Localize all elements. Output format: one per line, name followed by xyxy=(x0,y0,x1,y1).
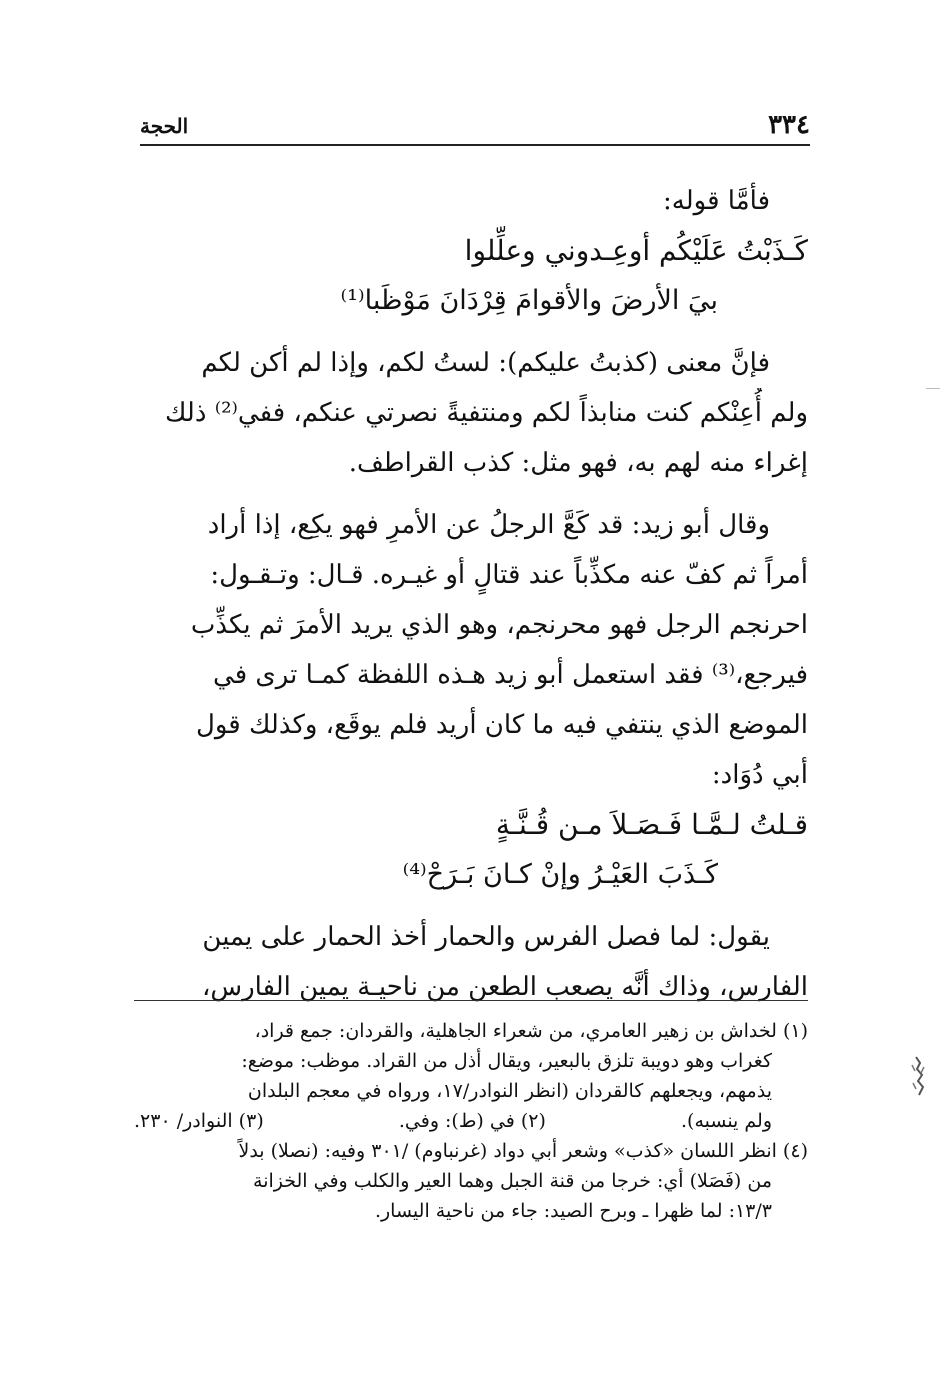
footnote-1-line: (١) لخداش بن زهير العامري، من شعراء الجاهلية، والقردان: جمع قراد، xyxy=(254,1020,808,1042)
verse-2-second-hemistich: كَـذَبَ العَيْـرُ وإنْ كـانَ بَـرَحْ⁽⁴⁾ xyxy=(402,859,718,890)
verse-2-first-hemistich: قـلتُ لـمَّـا فَـصَـلاَ مـن قُـنَّـةٍ xyxy=(495,808,808,841)
footnote-4-line: (٤) انظر اللسان «كذب» وشعر أبي دواد (غرنباوم) /٣٠١ وفيه: (نصلا) بدلاً xyxy=(238,1140,808,1162)
paragraph-line: الموضع الذي ينتفي فيه ما كان أريد فلم يوقَع، وكذلك قول xyxy=(195,710,808,740)
paragraph-line: وقال أبو زيد: قد كَعَّ الرجلُ عن الأمرِ فهو يكِع، إذا أراد xyxy=(207,510,770,540)
footnote-4-line: من (فَصَلا) أي: خرجا من قنة الجبل وهما العير والكلب وفي الخزانة xyxy=(253,1170,772,1192)
main-text xyxy=(134,176,808,1012)
footnote-3: (٣) النوادر/ ٢٣٠. xyxy=(134,1110,264,1132)
page-number: ٣٣٤ xyxy=(768,110,810,140)
paragraph-2 xyxy=(134,500,808,800)
footnote-4-line: ١٣/٣: لما ظهرا ـ وبرح الصيد: جاء من ناحية اليسار. xyxy=(374,1200,772,1222)
footnote-2: (٢) في (ط): وفي. xyxy=(398,1110,546,1132)
footnotes xyxy=(134,1016,808,1226)
intro-line: فأمَّا قوله: xyxy=(663,186,770,216)
footnote-1-tail: ولم ينسبه). xyxy=(681,1110,772,1132)
paragraph-line: الفارس، وذاك أنَّه يصعب الطعن من ناحيـة يمين الفارس، xyxy=(201,972,808,1002)
paragraph-line: يقول: لما فصل الفرس والحمار أخذ الحمار على يمين xyxy=(202,922,770,952)
paragraph-line: فيرجع،⁽³⁾ فقد استعمل أبو زيد هـذه اللفظة كمـا ترى في xyxy=(213,660,808,690)
paragraph-line: إغراء منه لهم به، فهو مثل: كذب القراطف. xyxy=(348,448,808,478)
footnote-divider xyxy=(134,1000,808,1001)
paragraph-line: أمراً ثم كفّ عنه مكذِّباً عند قتالٍ أو غيـره. قـال: وتـقـول: xyxy=(210,560,808,590)
edge-mark xyxy=(926,388,940,389)
running-head: الحجة xyxy=(140,114,189,138)
paragraph-3 xyxy=(134,912,808,1012)
paragraph-line: ولم أُعِنْكم كنت منابذاً لكم ومنتفيةً نصرتي عنكم، ففي⁽²⁾ ذلك xyxy=(165,398,808,428)
margin-scan-mark-icon xyxy=(908,1055,930,1097)
footnote-combined-line xyxy=(134,1106,808,1136)
page-header xyxy=(140,108,810,146)
paragraph-line: احرنجم الرجل فهو محرنجم، وهو الذي يريد الأمرَ ثم يكذِّب xyxy=(190,610,808,640)
footnote-1-line: يذمهم، ويجعلهم كالقردان (انظر النوادر/١٧، ورواه في معجم البلدان xyxy=(247,1080,772,1102)
paragraph-line: فإنَّ معنى (كذبتُ عليكم): لستُ لكم، وإذا لم أكن لكم xyxy=(201,348,770,378)
verse-1-second-hemistich: بيَ الأرضَ والأقوامَ قِرْدَانَ مَوْظَبا⁽¹⁾ xyxy=(340,285,718,316)
paragraph-line: أبي دُوَاد: xyxy=(711,760,808,790)
paragraph-1 xyxy=(134,338,808,488)
verse-1-first-hemistich: كَـذَبْتُ عَلَيْكُم أوعِـدوني وعلِّلوا xyxy=(464,234,808,267)
footnote-1-line: كغراب وهو دويبة تلزق بالبعير، ويقال أذل من القراد. موظب: موضع: xyxy=(241,1050,772,1072)
